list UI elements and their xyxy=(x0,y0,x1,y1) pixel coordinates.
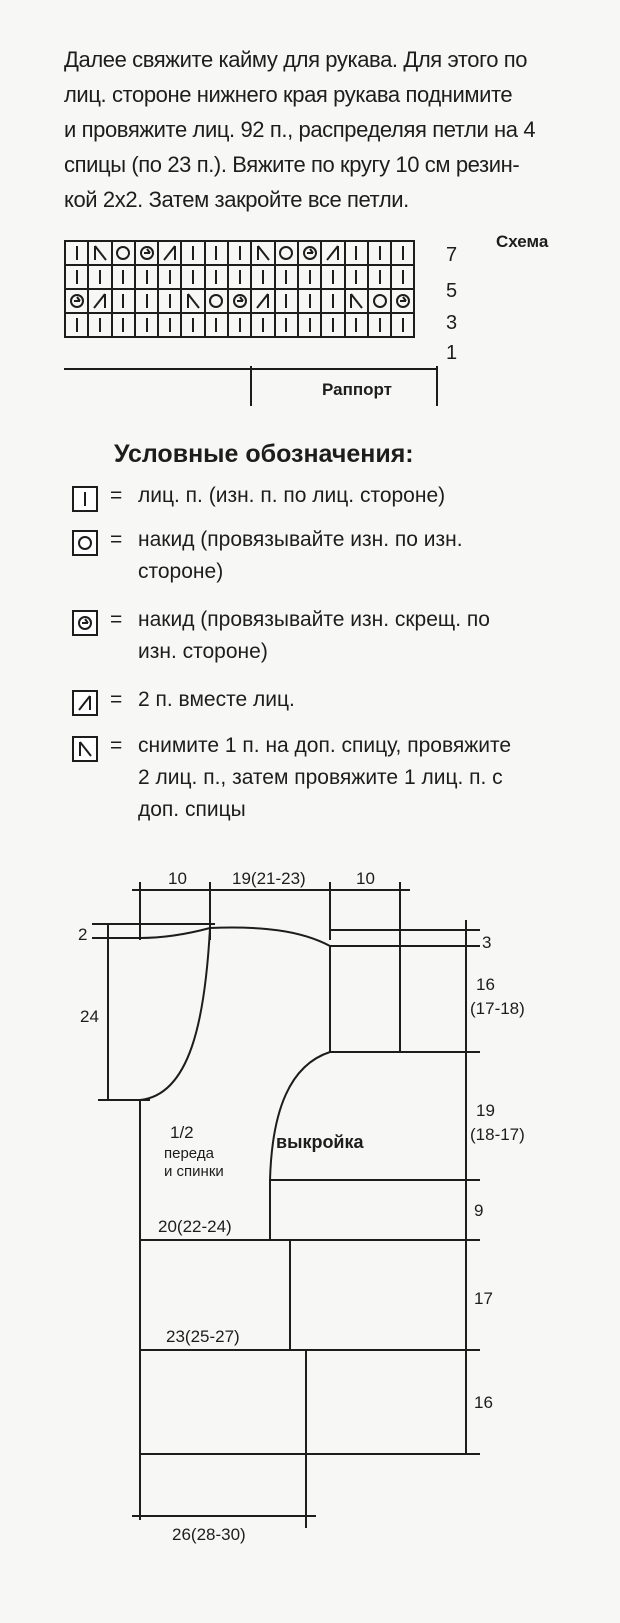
legend-line: 2 п. вместе лиц. xyxy=(138,688,295,711)
legend-text xyxy=(138,480,445,512)
k2tog-icon xyxy=(158,241,181,265)
legend-text xyxy=(138,684,295,716)
legend-text xyxy=(138,604,490,668)
knit-stitch-icon xyxy=(298,289,321,313)
knit-stitch-icon xyxy=(112,289,135,313)
twisted-yarn-over-icon xyxy=(72,610,98,636)
row-number: 3 xyxy=(446,312,458,334)
dim-right: 19 xyxy=(476,1101,495,1120)
dim-top: 10 xyxy=(356,869,375,888)
intro-line: и провяжите лиц. 92 п., распределяя петли на 4 xyxy=(64,117,536,142)
knit-stitch-icon xyxy=(391,241,414,265)
dim-left: 24 xyxy=(80,1007,99,1026)
armhole-front xyxy=(108,928,210,1100)
knit-stitch-icon xyxy=(228,313,251,337)
yarn-over-icon xyxy=(112,241,135,265)
twisted-yarn-over-icon xyxy=(65,289,88,313)
dim-right: (17-18) xyxy=(470,999,525,1018)
row-number: 7 xyxy=(446,244,458,266)
legend-text xyxy=(138,730,511,826)
half-label: и спинки xyxy=(164,1163,224,1180)
cable-decrease-icon xyxy=(88,241,111,265)
twisted-yarn-over-icon xyxy=(228,289,251,313)
chart-title: Схема xyxy=(496,232,549,251)
knit-stitch-icon xyxy=(368,313,391,337)
knit-stitch-icon xyxy=(72,486,98,512)
intro-line: спицы (по 23 п.). Вяжите по кругу 10 см резин- xyxy=(64,152,520,177)
legend-line: снимите 1 п. на доп. спицу, провяжите xyxy=(138,734,512,757)
knit-stitch-icon xyxy=(345,313,368,337)
pattern-diagram xyxy=(0,860,620,1560)
knit-stitch-icon xyxy=(368,265,391,289)
cable-decrease-icon xyxy=(251,241,274,265)
intro-line: кой 2х2. Затем закройте все петли. xyxy=(64,187,409,212)
equals-sign: = xyxy=(110,484,123,507)
knit-stitch-icon xyxy=(228,265,251,289)
dim-left: 2 xyxy=(78,925,88,944)
cable-decrease-icon xyxy=(345,289,368,313)
twisted-yarn-over-icon xyxy=(298,241,321,265)
intro-text xyxy=(64,42,594,217)
equals-sign: = xyxy=(110,528,123,551)
equals-sign: = xyxy=(110,608,123,631)
knit-stitch-icon xyxy=(345,265,368,289)
k2tog-icon xyxy=(321,241,344,265)
rapport-baseline xyxy=(64,368,438,370)
cable-decrease-icon xyxy=(72,736,98,762)
knit-stitch-icon xyxy=(158,313,181,337)
shoulder xyxy=(210,928,330,946)
chart-row xyxy=(65,241,414,265)
cable-decrease-icon xyxy=(181,289,204,313)
knit-stitch-icon xyxy=(205,265,228,289)
row-number: 5 xyxy=(446,280,458,302)
width-label: 23(25-27) xyxy=(166,1327,240,1346)
dim-right: 17 xyxy=(474,1289,493,1308)
yarn-over-icon xyxy=(368,289,391,313)
dim-right: 16 xyxy=(476,975,495,994)
knit-stitch-icon xyxy=(135,289,158,313)
twisted-yarn-over-icon xyxy=(135,241,158,265)
legend-title: Условные обозначения: xyxy=(114,440,414,468)
row-number: 1 xyxy=(446,342,458,364)
chart-row xyxy=(65,313,414,337)
chart-row xyxy=(65,289,414,313)
half-label: 1/2 xyxy=(170,1123,194,1142)
knit-stitch-icon xyxy=(65,265,88,289)
twisted-yarn-over-icon xyxy=(391,289,414,313)
knit-stitch-icon xyxy=(391,313,414,337)
dim-bottom: 26(28-30) xyxy=(172,1525,246,1544)
knit-stitch-icon xyxy=(275,265,298,289)
rapport-bracket-left xyxy=(250,366,252,406)
knit-stitch-icon xyxy=(275,289,298,313)
half-label: переда xyxy=(164,1145,214,1162)
knit-stitch-icon xyxy=(112,313,135,337)
knit-stitch-icon xyxy=(251,265,274,289)
yarn-over-icon xyxy=(205,289,228,313)
knit-stitch-icon xyxy=(135,265,158,289)
side-curve xyxy=(270,1052,330,1180)
width-label: 20(22-24) xyxy=(158,1217,232,1236)
knit-stitch-icon xyxy=(345,241,368,265)
k2tog-icon xyxy=(251,289,274,313)
legend-line: накид (провязывайте изн. скрещ. по xyxy=(138,608,490,631)
rapport-bracket-right xyxy=(436,366,438,406)
knit-stitch-icon xyxy=(181,265,204,289)
knit-stitch-icon xyxy=(65,313,88,337)
knit-stitch-icon xyxy=(181,313,204,337)
intro-line: Далее свяжите кайму для рукава. Для этого по xyxy=(64,47,528,72)
knit-stitch-icon xyxy=(135,313,158,337)
yarn-over-icon xyxy=(275,241,298,265)
legend-line: доп. спицы xyxy=(138,798,246,821)
knit-stitch-icon xyxy=(298,313,321,337)
legend-line: изн. стороне) xyxy=(138,640,268,663)
dim-top: 19(21-23) xyxy=(232,869,306,888)
knit-stitch-icon xyxy=(88,265,111,289)
knit-stitch-icon xyxy=(275,313,298,337)
legend-line: накид (провязывайте изн. по изн. xyxy=(138,528,463,551)
dim-right: 16 xyxy=(474,1393,493,1412)
knit-stitch-icon xyxy=(391,265,414,289)
equals-sign: = xyxy=(110,734,123,757)
knit-stitch-icon xyxy=(205,313,228,337)
knit-stitch-icon xyxy=(321,289,344,313)
k2tog-icon xyxy=(88,289,111,313)
knit-stitch-icon xyxy=(88,313,111,337)
knit-stitch-icon xyxy=(321,313,344,337)
knit-stitch-icon xyxy=(112,265,135,289)
knit-stitch-icon xyxy=(251,313,274,337)
rapport-label: Раппорт xyxy=(322,380,392,399)
k2tog-icon xyxy=(72,690,98,716)
knit-stitch-icon xyxy=(65,241,88,265)
intro-line: лиц. стороне нижнего края рукава поднимите xyxy=(64,82,513,107)
chart-row xyxy=(65,265,414,289)
knit-stitch-icon xyxy=(228,241,251,265)
vykroyka-label: выкройка xyxy=(276,1132,364,1152)
legend-text xyxy=(138,524,463,588)
dim-right: 9 xyxy=(474,1201,484,1220)
knit-stitch-icon xyxy=(181,241,204,265)
yarn-over-icon xyxy=(72,530,98,556)
stitch-chart xyxy=(64,240,415,338)
knit-stitch-icon xyxy=(205,241,228,265)
knit-stitch-icon xyxy=(158,265,181,289)
dim-top: 10 xyxy=(168,869,187,888)
legend-line: 2 лиц. п., затем провяжите 1 лиц. п. с xyxy=(138,766,503,789)
knit-stitch-icon xyxy=(368,241,391,265)
neckline xyxy=(140,928,210,938)
equals-sign: = xyxy=(110,688,123,711)
legend-line: стороне) xyxy=(138,560,224,583)
knit-stitch-icon xyxy=(298,265,321,289)
legend-line: лиц. п. (изн. п. по лиц. стороне) xyxy=(138,484,446,507)
knit-stitch-icon xyxy=(321,265,344,289)
dim-right: (18-17) xyxy=(470,1125,525,1144)
knit-stitch-icon xyxy=(158,289,181,313)
dim-right: 3 xyxy=(482,933,492,952)
